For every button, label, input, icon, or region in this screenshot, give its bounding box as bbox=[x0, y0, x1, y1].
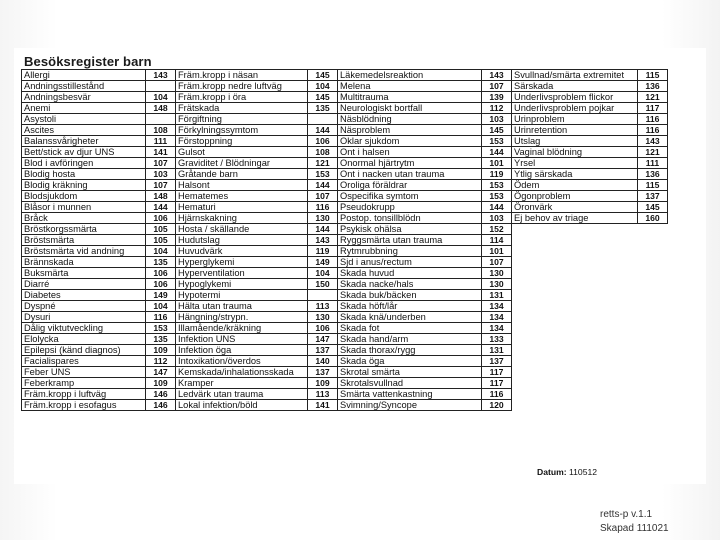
condition-cell: Oroliga föräldrar bbox=[338, 180, 482, 191]
page-title: Besöksregister barn bbox=[24, 54, 152, 69]
condition-cell: Smärta vattenkastning bbox=[338, 389, 482, 400]
condition-cell: Hyperventilation bbox=[176, 268, 308, 279]
code-cell: 111 bbox=[146, 136, 176, 147]
code-cell bbox=[638, 389, 668, 400]
table-row bbox=[22, 70, 668, 81]
code-cell: 101 bbox=[482, 158, 512, 169]
condition-cell bbox=[512, 323, 638, 334]
code-cell: 116 bbox=[308, 202, 338, 213]
condition-cell: Infektion öga bbox=[176, 345, 308, 356]
code-cell: 104 bbox=[308, 268, 338, 279]
code-cell: 141 bbox=[146, 147, 176, 158]
condition-cell: Postop. tonsillblödn bbox=[338, 213, 482, 224]
code-cell: 106 bbox=[146, 268, 176, 279]
condition-cell bbox=[512, 246, 638, 257]
condition-cell: Urinproblem bbox=[512, 114, 638, 125]
code-cell bbox=[638, 378, 668, 389]
table-row bbox=[22, 158, 668, 169]
code-cell: 141 bbox=[308, 400, 338, 411]
code-cell: 134 bbox=[482, 323, 512, 334]
condition-cell: Skrotal smärta bbox=[338, 367, 482, 378]
condition-cell: Bröstsmärta vid andning bbox=[22, 246, 146, 257]
condition-cell: Anemi bbox=[22, 103, 146, 114]
table-row bbox=[22, 268, 668, 279]
code-cell bbox=[638, 268, 668, 279]
condition-cell bbox=[512, 224, 638, 235]
code-cell: 116 bbox=[638, 114, 668, 125]
table-row bbox=[22, 356, 668, 367]
condition-cell: Huvudvärk bbox=[176, 246, 308, 257]
code-cell: 136 bbox=[638, 169, 668, 180]
code-cell: 145 bbox=[308, 70, 338, 81]
code-cell: 149 bbox=[308, 257, 338, 268]
condition-cell: Skada höft/lår bbox=[338, 301, 482, 312]
condition-cell bbox=[512, 400, 638, 411]
condition-cell: Ytlig särskada bbox=[512, 169, 638, 180]
code-cell: 148 bbox=[146, 191, 176, 202]
condition-cell: Särskada bbox=[512, 81, 638, 92]
condition-cell: Förgiftning bbox=[176, 114, 308, 125]
condition-cell: Blåsor i munnen bbox=[22, 202, 146, 213]
condition-cell: Bett/stick av djur UNS bbox=[22, 147, 146, 158]
code-cell bbox=[638, 246, 668, 257]
condition-cell: Pseudokrupp bbox=[338, 202, 482, 213]
condition-cell: Blod i avföringen bbox=[22, 158, 146, 169]
table-row bbox=[22, 389, 668, 400]
code-cell: 105 bbox=[146, 224, 176, 235]
code-cell: 144 bbox=[308, 125, 338, 136]
code-cell: 107 bbox=[146, 158, 176, 169]
condition-cell: Asystoli bbox=[22, 114, 146, 125]
condition-cell: Hypoglykemi bbox=[176, 279, 308, 290]
condition-cell: Ospecifika symtom bbox=[338, 191, 482, 202]
code-cell bbox=[638, 224, 668, 235]
code-cell bbox=[638, 367, 668, 378]
code-cell: 112 bbox=[146, 356, 176, 367]
code-cell: 153 bbox=[308, 169, 338, 180]
code-cell: 104 bbox=[146, 301, 176, 312]
code-cell: 105 bbox=[146, 235, 176, 246]
code-cell: 147 bbox=[146, 367, 176, 378]
code-cell: 152 bbox=[482, 224, 512, 235]
code-cell: 145 bbox=[308, 92, 338, 103]
condition-cell: Infektion UNS bbox=[176, 334, 308, 345]
version-text: retts-p v.1.1 bbox=[600, 509, 653, 520]
code-cell: 150 bbox=[308, 279, 338, 290]
code-cell: 107 bbox=[308, 191, 338, 202]
table-row bbox=[22, 312, 668, 323]
code-cell: 120 bbox=[482, 400, 512, 411]
condition-cell: Hosta / skällande bbox=[176, 224, 308, 235]
code-cell: 116 bbox=[638, 125, 668, 136]
code-cell: 101 bbox=[482, 246, 512, 257]
condition-cell: Diabetes bbox=[22, 290, 146, 301]
table-row bbox=[22, 224, 668, 235]
condition-cell: Allergi bbox=[22, 70, 146, 81]
condition-cell: Urinretention bbox=[512, 125, 638, 136]
condition-cell: Blodsjukdom bbox=[22, 191, 146, 202]
code-cell: 137 bbox=[638, 191, 668, 202]
code-cell: 109 bbox=[146, 378, 176, 389]
condition-cell: Hematemes bbox=[176, 191, 308, 202]
code-cell: 136 bbox=[638, 81, 668, 92]
code-cell bbox=[638, 312, 668, 323]
code-cell bbox=[638, 290, 668, 301]
code-cell: 114 bbox=[482, 235, 512, 246]
condition-cell: Andningsbesvär bbox=[22, 92, 146, 103]
code-cell bbox=[638, 301, 668, 312]
condition-cell: Brännskada bbox=[22, 257, 146, 268]
table-row bbox=[22, 103, 668, 114]
code-cell: 107 bbox=[146, 180, 176, 191]
condition-cell: Rytmrubbning bbox=[338, 246, 482, 257]
condition-cell: Ödem bbox=[512, 180, 638, 191]
code-cell: 160 bbox=[638, 213, 668, 224]
table-row bbox=[22, 92, 668, 103]
condition-cell: Underlivsproblem pojkar bbox=[512, 103, 638, 114]
code-cell: 131 bbox=[482, 290, 512, 301]
footer bbox=[600, 508, 669, 536]
condition-cell: Andningsstillestånd bbox=[22, 81, 146, 92]
code-cell: 146 bbox=[146, 400, 176, 411]
code-cell: 103 bbox=[482, 213, 512, 224]
condition-cell bbox=[512, 356, 638, 367]
condition-cell: Blodig hosta bbox=[22, 169, 146, 180]
condition-cell: Främ.kropp i esofagus bbox=[22, 400, 146, 411]
condition-cell: Graviditet / Blödningar bbox=[176, 158, 308, 169]
table-row bbox=[22, 169, 668, 180]
code-cell: 143 bbox=[638, 136, 668, 147]
condition-cell: Halsont bbox=[176, 180, 308, 191]
condition-cell: Hudutslag bbox=[176, 235, 308, 246]
code-cell: 144 bbox=[482, 147, 512, 158]
code-cell: 147 bbox=[308, 334, 338, 345]
code-cell: 121 bbox=[638, 92, 668, 103]
code-cell: 144 bbox=[482, 202, 512, 213]
code-cell: 111 bbox=[638, 158, 668, 169]
condition-cell: Balanssvårigheter bbox=[22, 136, 146, 147]
condition-cell: Bråck bbox=[22, 213, 146, 224]
code-cell: 148 bbox=[146, 103, 176, 114]
code-cell: 112 bbox=[482, 103, 512, 114]
code-cell: 109 bbox=[146, 345, 176, 356]
table-row bbox=[22, 345, 668, 356]
code-cell bbox=[638, 257, 668, 268]
code-cell: 104 bbox=[146, 246, 176, 257]
condition-cell: Ont i halsen bbox=[338, 147, 482, 158]
code-cell: 145 bbox=[638, 202, 668, 213]
code-cell bbox=[638, 323, 668, 334]
condition-cell bbox=[512, 257, 638, 268]
table-row bbox=[22, 257, 668, 268]
condition-cell bbox=[512, 290, 638, 301]
code-cell: 117 bbox=[482, 378, 512, 389]
condition-cell: Melena bbox=[338, 81, 482, 92]
code-cell bbox=[146, 114, 176, 125]
condition-cell: Skada huvud bbox=[338, 268, 482, 279]
code-cell: 119 bbox=[308, 246, 338, 257]
condition-cell: Diarré bbox=[22, 279, 146, 290]
table-row bbox=[22, 125, 668, 136]
created-text: Skapad 111021 bbox=[600, 523, 669, 534]
register-table bbox=[21, 69, 668, 411]
condition-cell bbox=[512, 279, 638, 290]
condition-cell: Bröstsmärta bbox=[22, 235, 146, 246]
code-cell: 143 bbox=[146, 70, 176, 81]
code-cell: 106 bbox=[308, 323, 338, 334]
condition-cell: Onormal hjärtrytm bbox=[338, 158, 482, 169]
table-row bbox=[22, 180, 668, 191]
code-cell: 103 bbox=[146, 169, 176, 180]
code-cell: 115 bbox=[638, 70, 668, 81]
code-cell bbox=[308, 290, 338, 301]
code-cell: 113 bbox=[308, 389, 338, 400]
code-cell bbox=[638, 400, 668, 411]
condition-cell: Öronvärk bbox=[512, 202, 638, 213]
code-cell: 133 bbox=[482, 334, 512, 345]
condition-cell: Lokal infektion/böld bbox=[176, 400, 308, 411]
code-cell: 139 bbox=[482, 92, 512, 103]
table-row bbox=[22, 213, 668, 224]
condition-cell: Dålig viktutveckling bbox=[22, 323, 146, 334]
code-cell: 135 bbox=[308, 103, 338, 114]
table-row bbox=[22, 367, 668, 378]
code-cell: 104 bbox=[146, 92, 176, 103]
condition-cell: Skrotalsvullnad bbox=[338, 378, 482, 389]
condition-cell: Dysuri bbox=[22, 312, 146, 323]
condition-cell: Ryggsmärta utan trauma bbox=[338, 235, 482, 246]
condition-cell: Hyperglykemi bbox=[176, 257, 308, 268]
condition-cell: Främ.kropp i öra bbox=[176, 92, 308, 103]
code-cell: 108 bbox=[146, 125, 176, 136]
table-row bbox=[22, 235, 668, 246]
table-row bbox=[22, 191, 668, 202]
code-cell: 143 bbox=[482, 70, 512, 81]
table-row bbox=[22, 323, 668, 334]
table-row bbox=[22, 334, 668, 345]
table-row bbox=[22, 301, 668, 312]
condition-cell: Intoxikation/överdos bbox=[176, 356, 308, 367]
code-cell: 117 bbox=[638, 103, 668, 114]
condition-cell: Dyspné bbox=[22, 301, 146, 312]
condition-cell bbox=[512, 378, 638, 389]
condition-cell: Förstoppning bbox=[176, 136, 308, 147]
condition-cell: Skada öga bbox=[338, 356, 482, 367]
condition-cell: Frätskada bbox=[176, 103, 308, 114]
condition-cell: Hjärnskakning bbox=[176, 213, 308, 224]
condition-cell: Svullnad/smärta extremitet bbox=[512, 70, 638, 81]
condition-cell: Bröstkorgssmärta bbox=[22, 224, 146, 235]
table-row bbox=[22, 400, 668, 411]
code-cell: 137 bbox=[482, 356, 512, 367]
condition-cell bbox=[512, 389, 638, 400]
code-cell: 121 bbox=[638, 147, 668, 158]
condition-cell: Hängning/strypn. bbox=[176, 312, 308, 323]
condition-cell: Ledvärk utan trauma bbox=[176, 389, 308, 400]
condition-cell: Utslag bbox=[512, 136, 638, 147]
condition-cell: Underlivsproblem flickor bbox=[512, 92, 638, 103]
code-cell: 146 bbox=[146, 389, 176, 400]
condition-cell: Yrsel bbox=[512, 158, 638, 169]
table-row bbox=[22, 114, 668, 125]
condition-cell: Skada hand/arm bbox=[338, 334, 482, 345]
condition-cell: Blodig kräkning bbox=[22, 180, 146, 191]
code-cell bbox=[638, 334, 668, 345]
code-cell bbox=[638, 356, 668, 367]
condition-cell: Psykisk ohälsa bbox=[338, 224, 482, 235]
code-cell: 144 bbox=[308, 180, 338, 191]
code-cell: 119 bbox=[482, 169, 512, 180]
code-cell: 130 bbox=[308, 312, 338, 323]
code-cell: 149 bbox=[146, 290, 176, 301]
code-cell: 153 bbox=[482, 180, 512, 191]
code-cell: 103 bbox=[482, 114, 512, 125]
code-cell: 113 bbox=[308, 301, 338, 312]
condition-cell bbox=[512, 301, 638, 312]
date-value: 110512 bbox=[569, 467, 598, 477]
table-row bbox=[22, 81, 668, 92]
code-cell: 130 bbox=[308, 213, 338, 224]
code-cell: 115 bbox=[638, 180, 668, 191]
table-row bbox=[22, 202, 668, 213]
code-cell: 145 bbox=[482, 125, 512, 136]
condition-cell: Illamående/kräkning bbox=[176, 323, 308, 334]
condition-cell: Ej behov av triage bbox=[512, 213, 638, 224]
condition-cell: Facialispares bbox=[22, 356, 146, 367]
condition-cell: Främ.kropp i näsan bbox=[176, 70, 308, 81]
table-row bbox=[22, 136, 668, 147]
code-cell: 116 bbox=[482, 389, 512, 400]
code-cell: 137 bbox=[308, 345, 338, 356]
code-cell: 135 bbox=[146, 334, 176, 345]
table-row bbox=[22, 290, 668, 301]
table-row bbox=[22, 279, 668, 290]
code-cell bbox=[308, 114, 338, 125]
code-cell: 131 bbox=[482, 345, 512, 356]
table-row bbox=[22, 378, 668, 389]
condition-cell bbox=[512, 235, 638, 246]
condition-cell: Näsblödning bbox=[338, 114, 482, 125]
code-cell: 107 bbox=[482, 257, 512, 268]
condition-cell: Skada buk/bäcken bbox=[338, 290, 482, 301]
condition-cell: Främ.kropp nedre luftväg bbox=[176, 81, 308, 92]
condition-cell: Främ.kropp i luftväg bbox=[22, 389, 146, 400]
condition-cell: Ont i nacken utan trauma bbox=[338, 169, 482, 180]
condition-cell: Epilepsi (känd diagnos) bbox=[22, 345, 146, 356]
code-cell: 106 bbox=[146, 213, 176, 224]
condition-cell: Feberkramp bbox=[22, 378, 146, 389]
condition-cell: Skada knä/underben bbox=[338, 312, 482, 323]
condition-cell: Hälta utan trauma bbox=[176, 301, 308, 312]
code-cell: 104 bbox=[308, 81, 338, 92]
condition-cell bbox=[512, 268, 638, 279]
condition-cell: Kramper bbox=[176, 378, 308, 389]
code-cell: 153 bbox=[482, 136, 512, 147]
condition-cell: Oklar sjukdom bbox=[338, 136, 482, 147]
code-cell: 134 bbox=[482, 301, 512, 312]
code-cell bbox=[638, 279, 668, 290]
code-cell: 106 bbox=[146, 279, 176, 290]
condition-cell bbox=[512, 367, 638, 378]
condition-cell bbox=[512, 334, 638, 345]
condition-cell: Vaginal blödning bbox=[512, 147, 638, 158]
code-cell: 135 bbox=[146, 257, 176, 268]
code-cell: 109 bbox=[308, 378, 338, 389]
condition-cell: Elolycka bbox=[22, 334, 146, 345]
code-cell: 140 bbox=[308, 356, 338, 367]
condition-cell: Ögonproblem bbox=[512, 191, 638, 202]
date-label: Datum: bbox=[537, 467, 567, 477]
condition-cell: Förkylningssymtom bbox=[176, 125, 308, 136]
condition-cell: Gråtande barn bbox=[176, 169, 308, 180]
register-sheet bbox=[14, 48, 706, 484]
condition-cell: Ascites bbox=[22, 125, 146, 136]
code-cell bbox=[638, 235, 668, 246]
code-cell bbox=[638, 345, 668, 356]
condition-cell: Hematuri bbox=[176, 202, 308, 213]
condition-cell: Multitrauma bbox=[338, 92, 482, 103]
condition-cell: Neurologiskt bortfall bbox=[338, 103, 482, 114]
code-cell: 153 bbox=[146, 323, 176, 334]
code-cell: 108 bbox=[308, 147, 338, 158]
code-cell: 144 bbox=[308, 224, 338, 235]
condition-cell: Gulsot bbox=[176, 147, 308, 158]
date-stamp bbox=[537, 467, 597, 477]
condition-cell: Feber UNS bbox=[22, 367, 146, 378]
code-cell: 106 bbox=[308, 136, 338, 147]
code-cell: 137 bbox=[308, 367, 338, 378]
condition-cell: Svimning/Syncope bbox=[338, 400, 482, 411]
condition-cell: Skada thorax/rygg bbox=[338, 345, 482, 356]
condition-cell bbox=[512, 312, 638, 323]
code-cell: 143 bbox=[308, 235, 338, 246]
condition-cell: Hypotermi bbox=[176, 290, 308, 301]
code-cell: 117 bbox=[482, 367, 512, 378]
code-cell bbox=[146, 81, 176, 92]
code-cell: 107 bbox=[482, 81, 512, 92]
condition-cell bbox=[512, 345, 638, 356]
code-cell: 121 bbox=[308, 158, 338, 169]
condition-cell: Skada nacke/hals bbox=[338, 279, 482, 290]
code-cell: 144 bbox=[146, 202, 176, 213]
condition-cell: Näsproblem bbox=[338, 125, 482, 136]
condition-cell: Skada fot bbox=[338, 323, 482, 334]
code-cell: 130 bbox=[482, 268, 512, 279]
condition-cell: Kemskada/inhalationsskada bbox=[176, 367, 308, 378]
condition-cell: Läkemedelsreaktion bbox=[338, 70, 482, 81]
table-row bbox=[22, 147, 668, 158]
code-cell: 153 bbox=[482, 191, 512, 202]
condition-cell: Buksmärta bbox=[22, 268, 146, 279]
code-cell: 130 bbox=[482, 279, 512, 290]
code-cell: 134 bbox=[482, 312, 512, 323]
condition-cell: Sjd i anus/rectum bbox=[338, 257, 482, 268]
table-row bbox=[22, 246, 668, 257]
code-cell: 116 bbox=[146, 312, 176, 323]
